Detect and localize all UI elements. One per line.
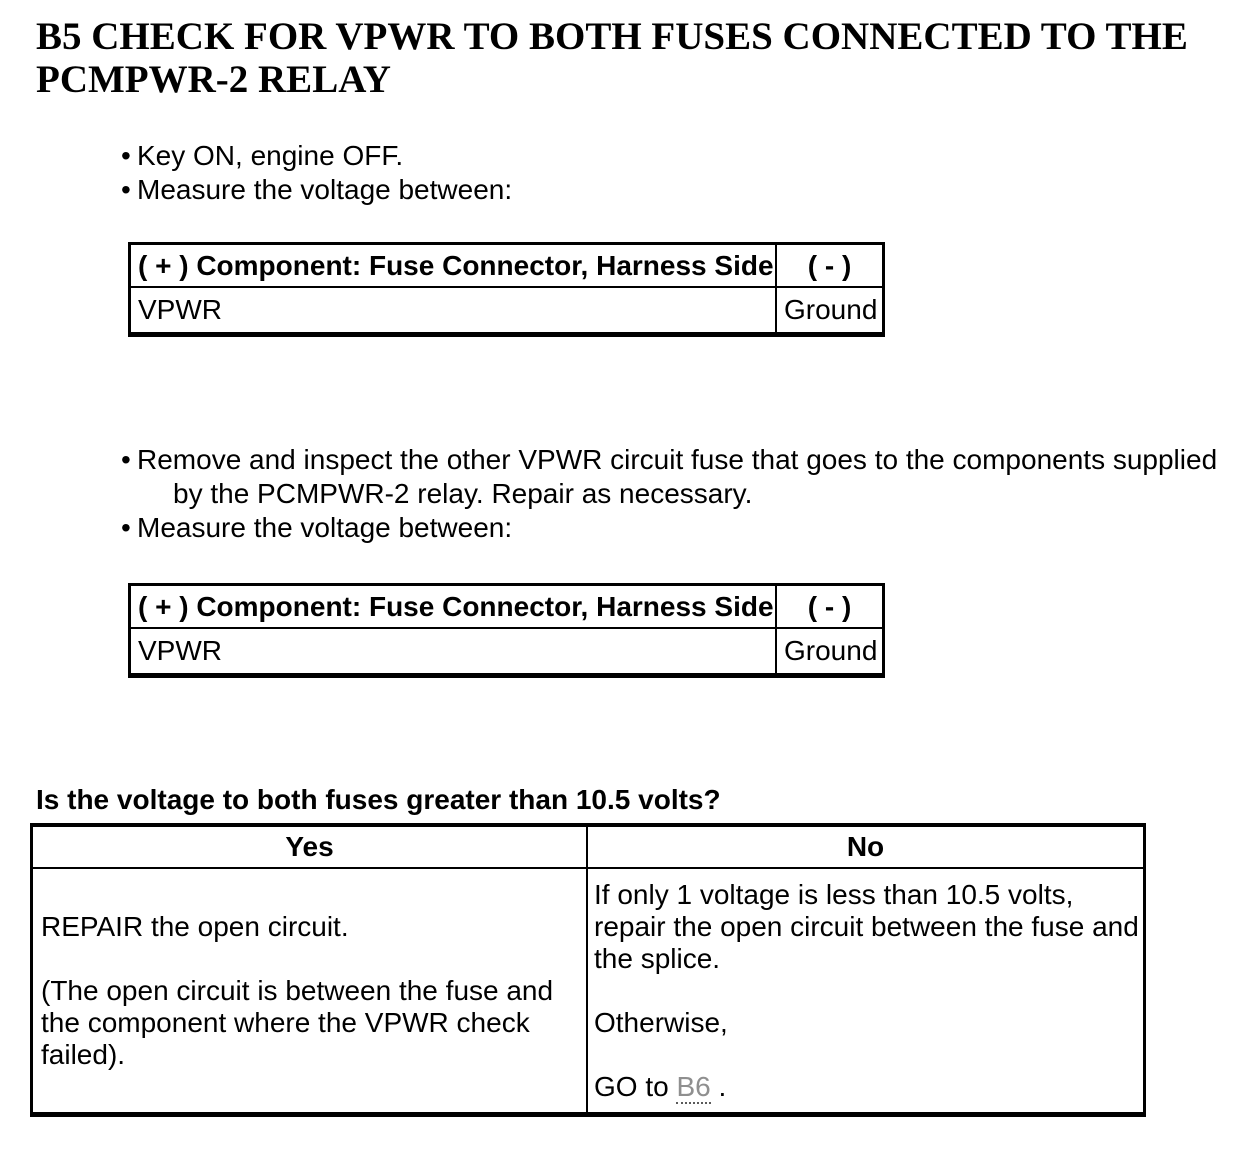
no-action-text: If only 1 voltage is less than 10.5 volts, repair the open circuit between the fuse and the splice.	[594, 878, 1139, 974]
list-item	[121, 511, 1248, 545]
bullet-text-measure-voltage: Measure the voltage between:	[137, 512, 513, 543]
bullet-text-remove-inspect: Remove and inspect the other VPWR circuit fuse that goes to the components supplied by the PCMPWR-2 relay. Repair as necessary.	[137, 444, 1218, 509]
manual-page	[0, 15, 1248, 1155]
positive-pin-cell: VPWR	[131, 288, 777, 332]
no-header: No	[588, 827, 1143, 869]
bullet-icon: •	[121, 174, 131, 205]
positive-component-header: ( + ) Component: Fuse Connector, Harness Side	[131, 586, 777, 629]
procedure-step-2	[121, 443, 1248, 545]
negative-pin-cell: Ground	[784, 635, 878, 666]
goto-prefix: GO to	[594, 1070, 677, 1102]
goto-b6-link[interactable]: B6	[676, 1070, 711, 1102]
yes-action-cell	[33, 869, 588, 1112]
no-action-goto	[594, 1071, 1143, 1103]
table-header-row	[131, 245, 882, 288]
negative-header: ( - )	[777, 586, 882, 629]
negative-header: ( - )	[777, 245, 882, 288]
page-title: B5 CHECK FOR VPWR TO BOTH FUSES CONNECTED TO THE PCMPWR-2 RELAY	[36, 15, 1188, 101]
no-action-otherwise: Otherwise,	[594, 1006, 728, 1038]
list-item	[121, 139, 1248, 173]
list-item	[121, 443, 1248, 511]
no-action-cell	[588, 869, 1143, 1112]
voltage-measurement-table-2	[128, 583, 885, 678]
positive-pin-cell: VPWR	[131, 629, 777, 673]
positive-component-header: ( + ) Component: Fuse Connector, Harness Side	[131, 245, 777, 288]
table-header-row	[131, 586, 882, 629]
table-row	[131, 288, 882, 332]
decision-body-row	[33, 869, 1143, 1112]
goto-suffix: .	[710, 1070, 727, 1102]
bullet-icon: •	[121, 444, 131, 475]
list-item	[121, 173, 1248, 207]
bullet-icon: •	[121, 512, 131, 543]
decision-table	[30, 823, 1146, 1117]
decision-header-row	[33, 827, 1143, 869]
bullet-icon: •	[121, 140, 131, 171]
yes-header: Yes	[33, 827, 588, 869]
table-row	[131, 629, 882, 673]
voltage-measurement-table-1	[128, 242, 885, 337]
bullet-text-key-on: Key ON, engine OFF.	[137, 140, 404, 171]
bullet-text-measure-voltage: Measure the voltage between:	[137, 174, 513, 205]
yes-action-note: (The open circuit is between the fuse and the component where the VPWR check failed).	[41, 974, 554, 1070]
yes-action-text: REPAIR the open circuit.	[41, 910, 349, 942]
negative-pin-cell: Ground	[784, 294, 878, 325]
procedure-step-1	[121, 139, 1248, 207]
decision-question: Is the voltage to both fuses greater than 10.5 volts?	[36, 784, 721, 815]
